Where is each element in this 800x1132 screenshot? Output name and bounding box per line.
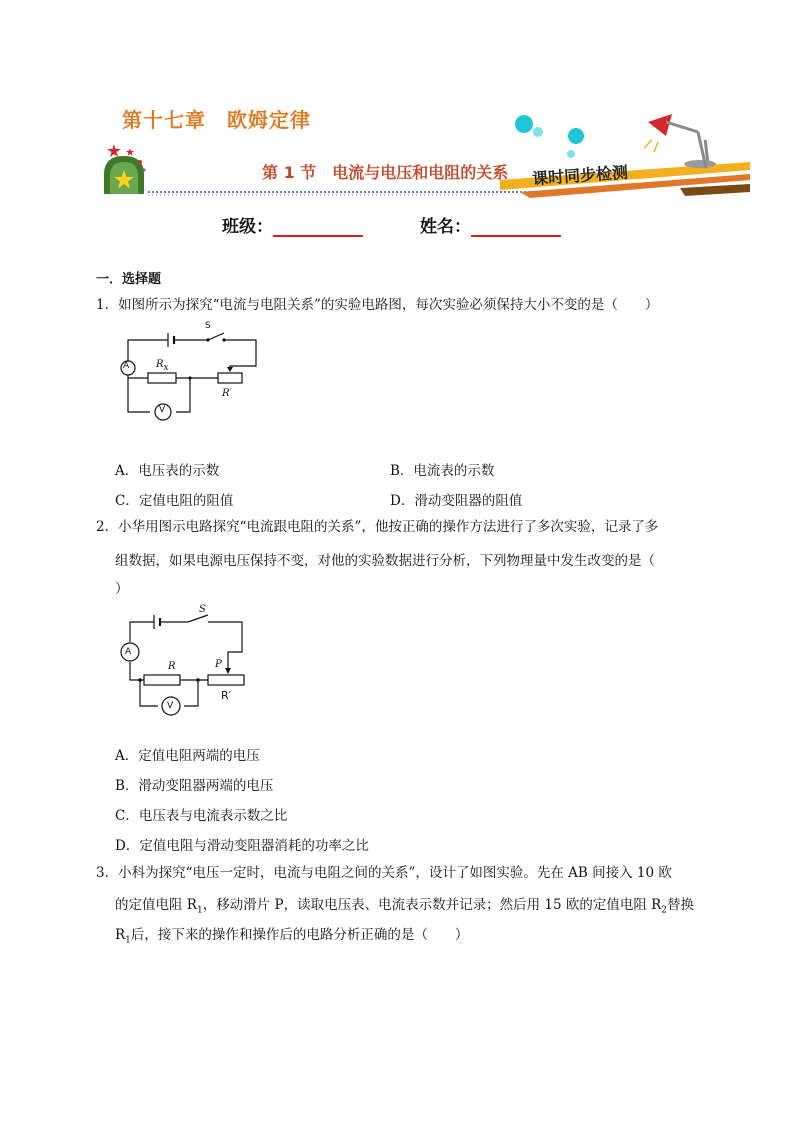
q2-option-a[interactable]: A．定值电阻两端的电压: [115, 748, 260, 764]
question-2-line-2: 组数据，如果电源电压保持不变，对他的实验数据进行分析，下列物理量中发生改变的是（: [115, 553, 655, 569]
question-1-text: 1．如图所示为探究“电流与电阻关系”的实验电路图，每次实验必须保持大小不变的是（ ）: [96, 297, 659, 313]
q1-option-c[interactable]: C．定值电阻的阻值: [115, 493, 234, 509]
class-field[interactable]: [222, 212, 363, 237]
sync-test-badge: 课时同步检测: [531, 162, 629, 189]
question-2-circuit-diagram: [118, 606, 268, 724]
lamp-head-icon: [640, 112, 720, 172]
question-2-line-1: 2．小华用图示电路探究“电流跟电阻的关系”，他按正确的操作方法进行了多次实验，记录了多: [96, 519, 659, 535]
class-label: 班级：: [222, 217, 273, 237]
name-blank[interactable]: [471, 217, 561, 237]
q1-option-a[interactable]: A．电压表的示数: [115, 463, 220, 479]
class-blank[interactable]: [273, 217, 363, 237]
question-1-circuit-diagram: [112, 322, 272, 426]
q2-resistor-label: R: [168, 661, 176, 672]
section-heading: 一．选择题: [96, 272, 162, 287]
star-badge-icon: [104, 144, 146, 194]
q2-voltmeter-label: V: [167, 701, 174, 711]
q2-option-c[interactable]: C．电压表与电流表示数之比: [115, 808, 288, 824]
chapter-title: 第十七章 欧姆定律: [122, 108, 311, 132]
name-label: 姓名：: [420, 217, 471, 237]
q2-option-d[interactable]: D．定值电阻与滑动变阻器消耗的功率之比: [115, 838, 369, 854]
q1-resistor-label: $R_x$: [156, 359, 169, 373]
question-3-line-1: 3．小科为探究“电压一定时，电流与电阻之间的关系”，设计了如图实验。先在 AB 间接入 10 欧: [96, 865, 672, 881]
q2-slider-label: P: [215, 659, 222, 670]
q1-option-b[interactable]: B．电流表的示数: [390, 463, 495, 479]
q1-ammeter-label: A: [123, 361, 130, 371]
q2-rheostat-label: R′: [221, 689, 232, 702]
bubbles-decoration: [508, 110, 598, 160]
q2-ammeter-label: A: [125, 647, 132, 657]
question-3-line-3: $R_1$后，接下来的操作和操作后的电路分析正确的是（ ）: [115, 927, 469, 946]
question-3-line-2: 的定值电阻 $R_1$，移动滑片 P，读取电压表、电流表示数并记录；然后用 15 欧的定值电阻 $R_2$替换: [115, 897, 695, 916]
section-title: 第 1 节 电流与电压和电阻的关系: [262, 163, 509, 182]
q2-option-b[interactable]: B．滑动变阻器两端的电压: [115, 778, 274, 794]
q2-switch-label: S: [199, 604, 206, 615]
name-field[interactable]: [420, 212, 561, 237]
question-2-line-3: ）: [115, 581, 129, 597]
q1-rheostat-label: R′: [222, 388, 232, 399]
q1-voltmeter-label: V: [159, 405, 166, 415]
q1-option-d[interactable]: D．滑动变阻器的阻值: [390, 493, 523, 509]
q1-switch-label: S: [205, 321, 211, 331]
